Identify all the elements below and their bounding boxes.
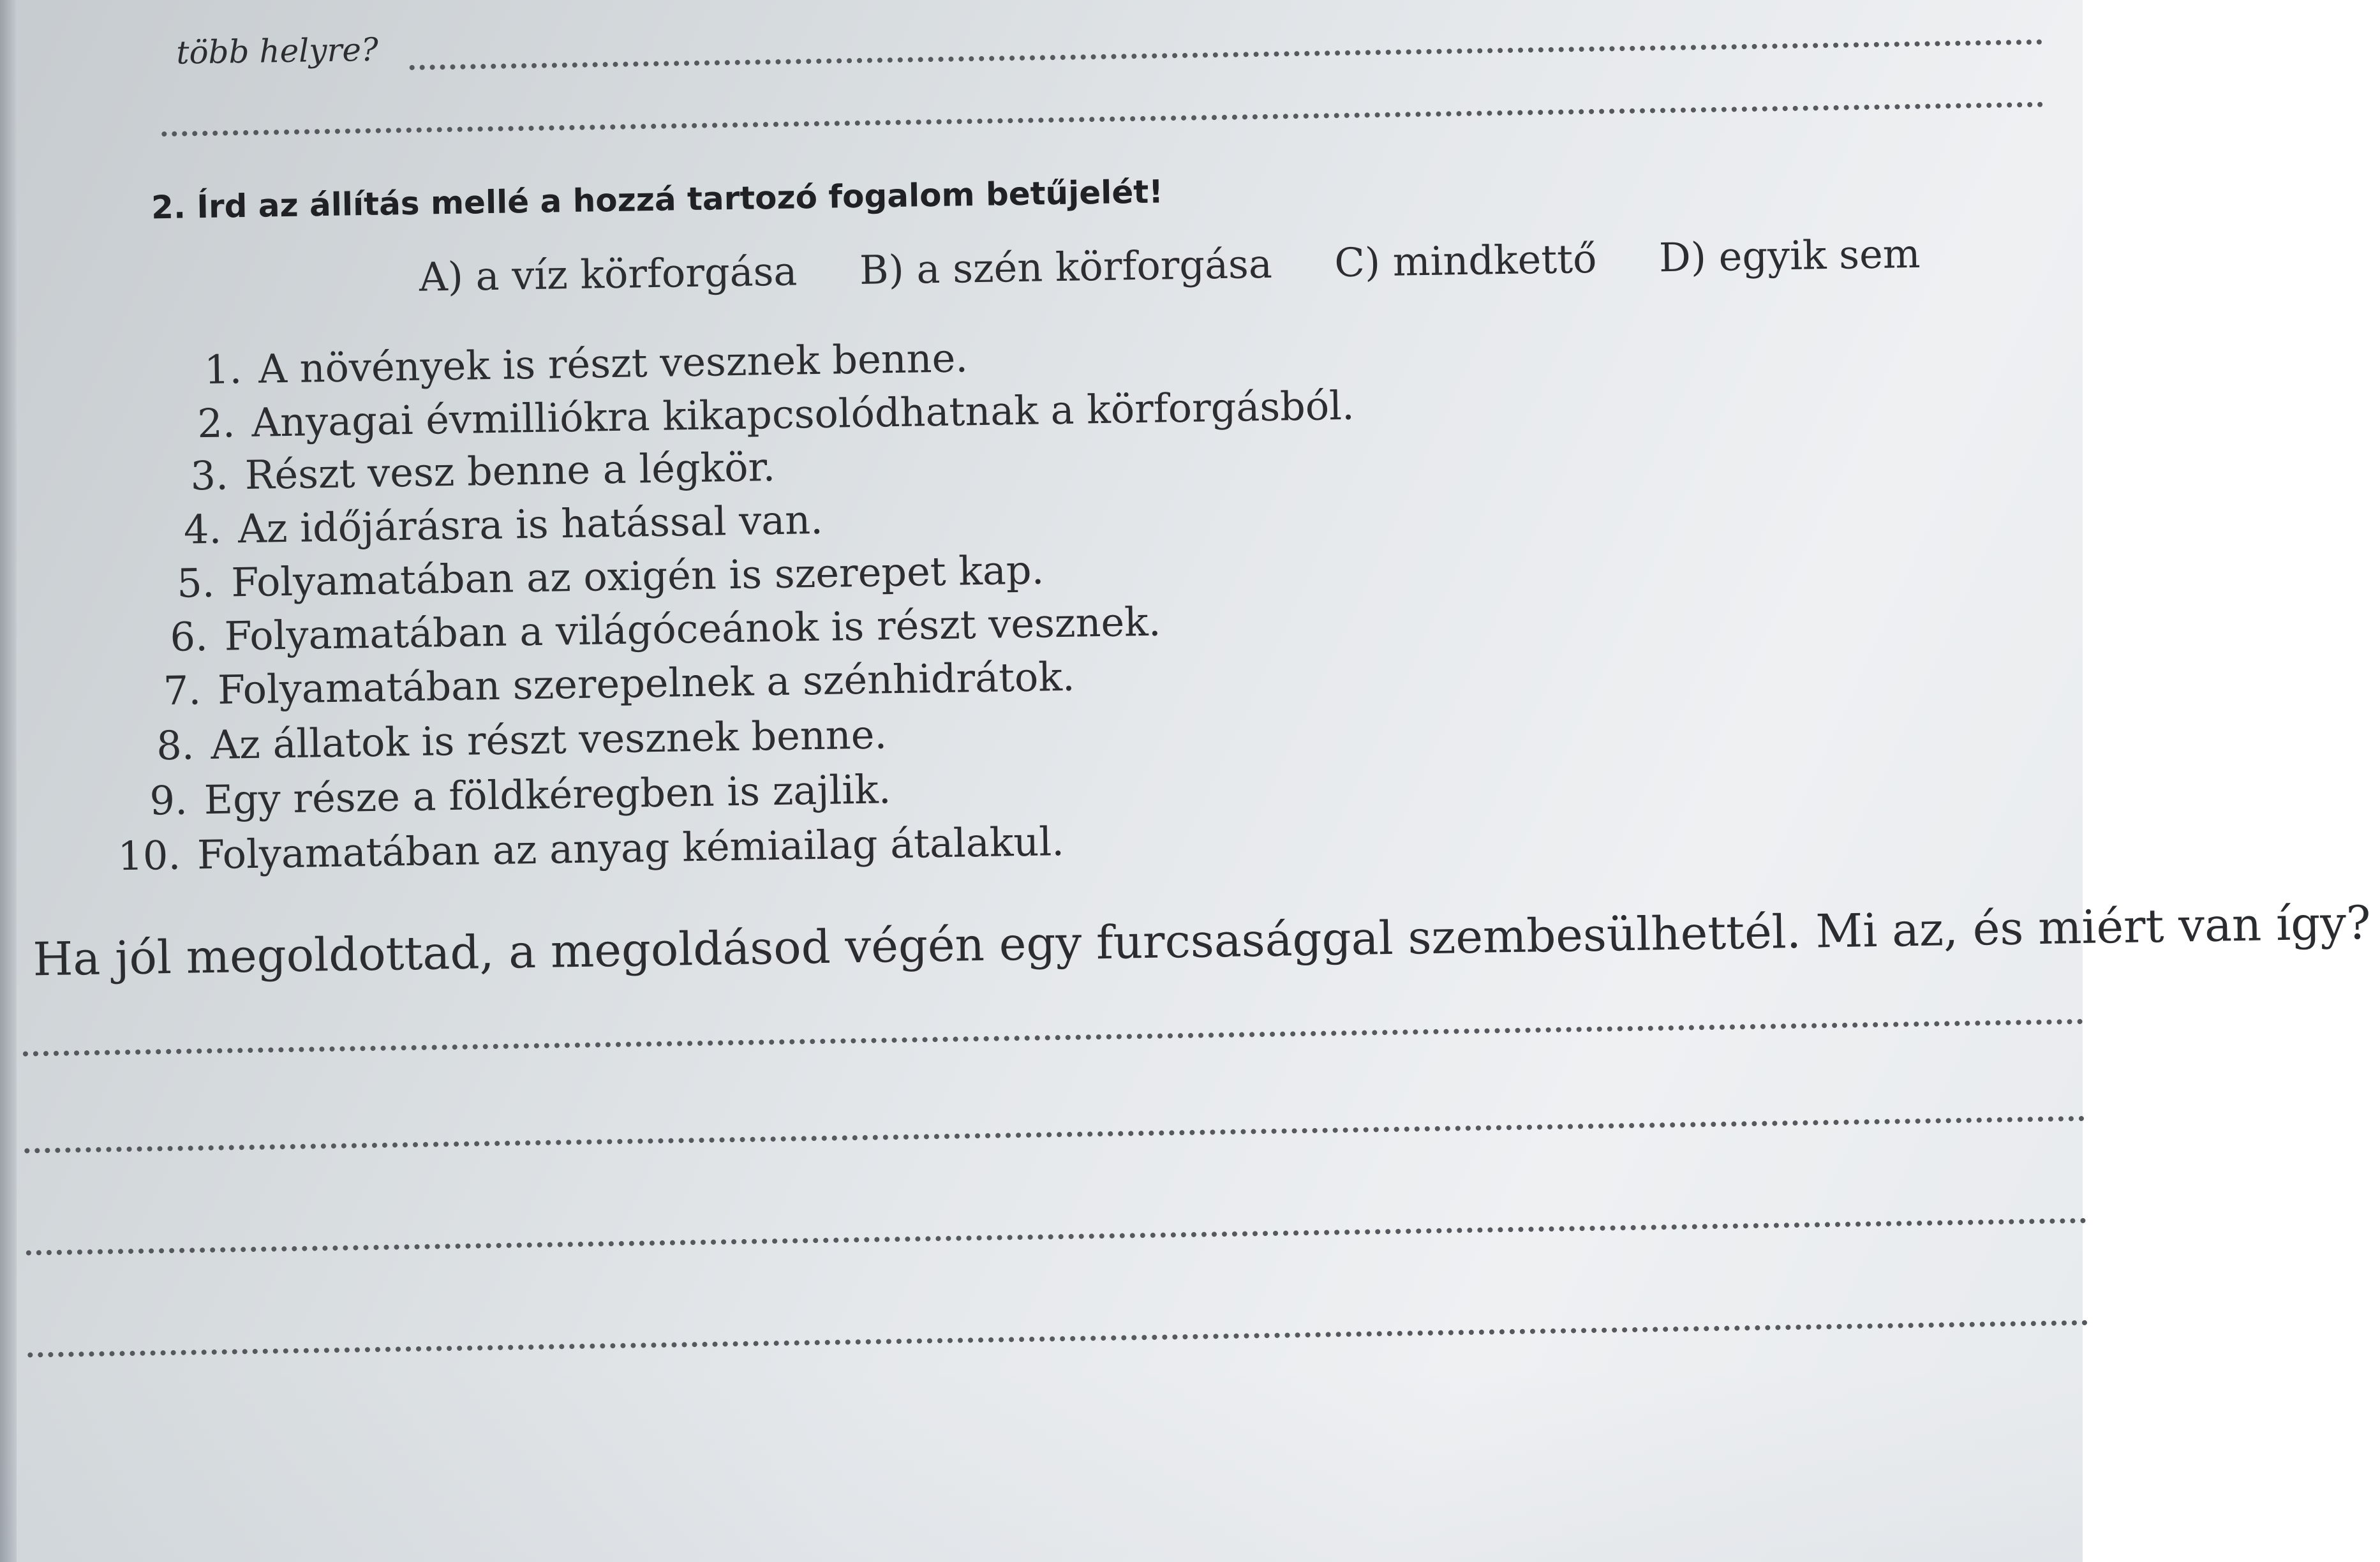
option-b: B) a szén körforgása <box>859 240 1273 294</box>
statement-number: 8. <box>156 722 195 770</box>
answer-line <box>27 1320 2088 1358</box>
statement-text: Az állatok is részt vesznek benne. <box>210 711 888 768</box>
statement-item <box>145 496 824 554</box>
statement-number: 6. <box>169 613 209 660</box>
statement-item <box>165 334 969 394</box>
statement-text: A növények is részt vesznek benne. <box>258 334 969 392</box>
statement-item <box>151 443 775 500</box>
statement-text: Az időjárásra is hatással van. <box>237 496 824 553</box>
option-c: C) mindkettő <box>1334 235 1597 286</box>
answer-line <box>26 1218 2087 1256</box>
statement-number: 3. <box>190 452 229 500</box>
answer-line <box>24 1116 2085 1154</box>
task-title: 2. Írd az állítás mellé a hozzá tartozó fogalom betűjelét! <box>151 173 1164 227</box>
answer-line <box>23 1019 2084 1057</box>
option-a: A) a víz körforgása <box>419 248 798 301</box>
statement-text: Egy része a földkéregben is zajlik. <box>204 766 891 824</box>
statement-text: Folyamatában a világóceánok is részt vesznek. <box>224 598 1161 660</box>
statement-item <box>104 818 1065 880</box>
statement-item <box>117 711 888 770</box>
statement-item <box>131 599 1161 661</box>
followup-question: Ha jól megoldottad, a megoldásod végén egy furcsasággal szembesülhettél. Mi az, és miért van így? <box>32 895 2372 986</box>
statement-number: 1. <box>204 346 242 394</box>
answer-line <box>161 102 2044 137</box>
statement-text: Folyamatában az oxigén is szerepet kap. <box>230 546 1045 606</box>
option-d: D) egyik sem <box>1658 230 1921 281</box>
statement-number: 10. <box>117 831 181 880</box>
answer-options <box>419 230 1970 301</box>
statement-number: 7. <box>163 667 202 715</box>
page-shading <box>0 1371 2083 1562</box>
statement-item <box>138 546 1045 607</box>
answer-line <box>410 40 2043 70</box>
statement-text: Folyamatában az anyag kémiailag átalakul. <box>197 817 1065 879</box>
statement-number: 9. <box>149 777 188 824</box>
statement-text: Anyagai évmilliókra kikapcsolódhatnak a körforgásból. <box>251 382 1355 446</box>
statement-number: 5. <box>176 559 215 607</box>
statement-item <box>158 382 1355 447</box>
statement-item <box>110 766 891 824</box>
previous-question-tail: több helyre? <box>175 31 379 71</box>
statement-number: 4. <box>183 505 222 553</box>
statement-text: Részt vesz benne a légkör. <box>244 443 776 499</box>
statement-text: Folyamatában szerepelnek a szénhidrátok. <box>217 653 1076 713</box>
statement-item <box>124 653 1075 715</box>
statement-number: 2. <box>197 399 236 447</box>
